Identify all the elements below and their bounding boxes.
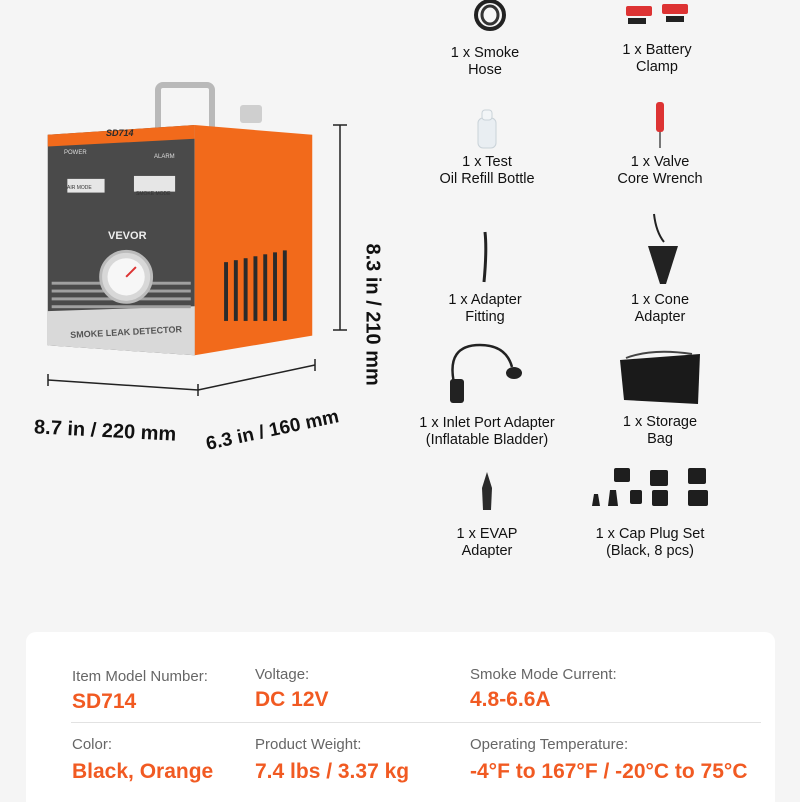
spec-label-voltage: Voltage:	[255, 666, 310, 683]
cap-plugs-icon	[586, 466, 716, 514]
spec-label-weight: Product Weight:	[255, 736, 362, 753]
accessory-cap-plugs: 1 x Cap Plug Set (Black, 8 pcs)	[595, 526, 705, 559]
width-dimension: 8.7 in / 220 mm	[33, 416, 177, 446]
spec-label-temperature: Operating Temperature:	[470, 736, 629, 753]
depth-dimension: 6.3 in / 160 mm	[204, 406, 341, 455]
evap-adapter-icon	[476, 470, 498, 512]
spec-value-weight: 7.4 lbs / 3.37 kg	[255, 760, 410, 783]
spec-value-current: 4.8-6.6A	[470, 688, 551, 711]
accessory-storage-bag: 1 x Storage Bag	[622, 414, 698, 447]
specs-panel	[26, 632, 775, 802]
specs-divider	[71, 722, 761, 723]
accessory-adapter-fitting: 1 x Adapter Fitting	[448, 292, 522, 325]
accessory-battery-clamp: 1 x Battery Clamp	[622, 42, 692, 75]
storage-bag-icon	[612, 346, 708, 406]
accessory-valve-wrench: 1 x Valve Core Wrench	[617, 154, 703, 187]
power-label: POWER	[64, 150, 87, 156]
model-badge: SD714	[106, 128, 134, 138]
battery-clamp-icon	[622, 0, 694, 30]
cone-adapter-icon	[642, 212, 682, 286]
accessory-cone-adapter: 1 x Cone Adapter	[630, 292, 690, 325]
smoke-mode-label: SMOKE MODE	[136, 191, 171, 197]
dimension-lines	[0, 0, 400, 470]
spec-value-temperature: -4°F to 167°F / -20°C to 75°C	[470, 760, 748, 783]
air-mode-label: AIR MODE	[67, 185, 92, 191]
oil-bottle-icon	[474, 108, 500, 150]
spec-value-voltage: DC 12V	[255, 688, 329, 711]
smoke-hose-icon	[470, 0, 510, 32]
alarm-label: ALARM	[154, 154, 175, 160]
adapter-fitting-icon	[478, 230, 492, 284]
front-text: SMOKE LEAK DETECTOR	[70, 324, 183, 340]
brand-logo: VEVOR	[108, 230, 147, 242]
accessory-smoke-hose: 1 x Smoke Hose	[450, 45, 520, 78]
spec-label-model: Item Model Number:	[72, 668, 208, 685]
product-image: SD714 POWER ALARM AIR MODE SMOKE MODE VEVOR SMOKE LEAK DETECTOR 8.3 in / 210 mm 8.7 in / 220 mm 6.3 in / 160 mm	[0, 0, 400, 470]
accessory-evap-adapter: 1 x EVAP Adapter	[456, 526, 518, 559]
spec-label-current: Smoke Mode Current:	[470, 666, 617, 683]
spec-value-model: SD714	[72, 690, 137, 713]
accessory-inlet-bladder: 1 x Inlet Port Adapter (Inflatable Bladder)	[419, 415, 555, 448]
spec-label-color: Color:	[72, 736, 113, 753]
accessory-oil-bottle: 1 x Test Oil Refill Bottle	[439, 154, 535, 187]
spec-value-color: Black, Orange	[72, 760, 214, 783]
inlet-bladder-icon	[440, 335, 526, 405]
valve-wrench-icon	[650, 102, 670, 150]
